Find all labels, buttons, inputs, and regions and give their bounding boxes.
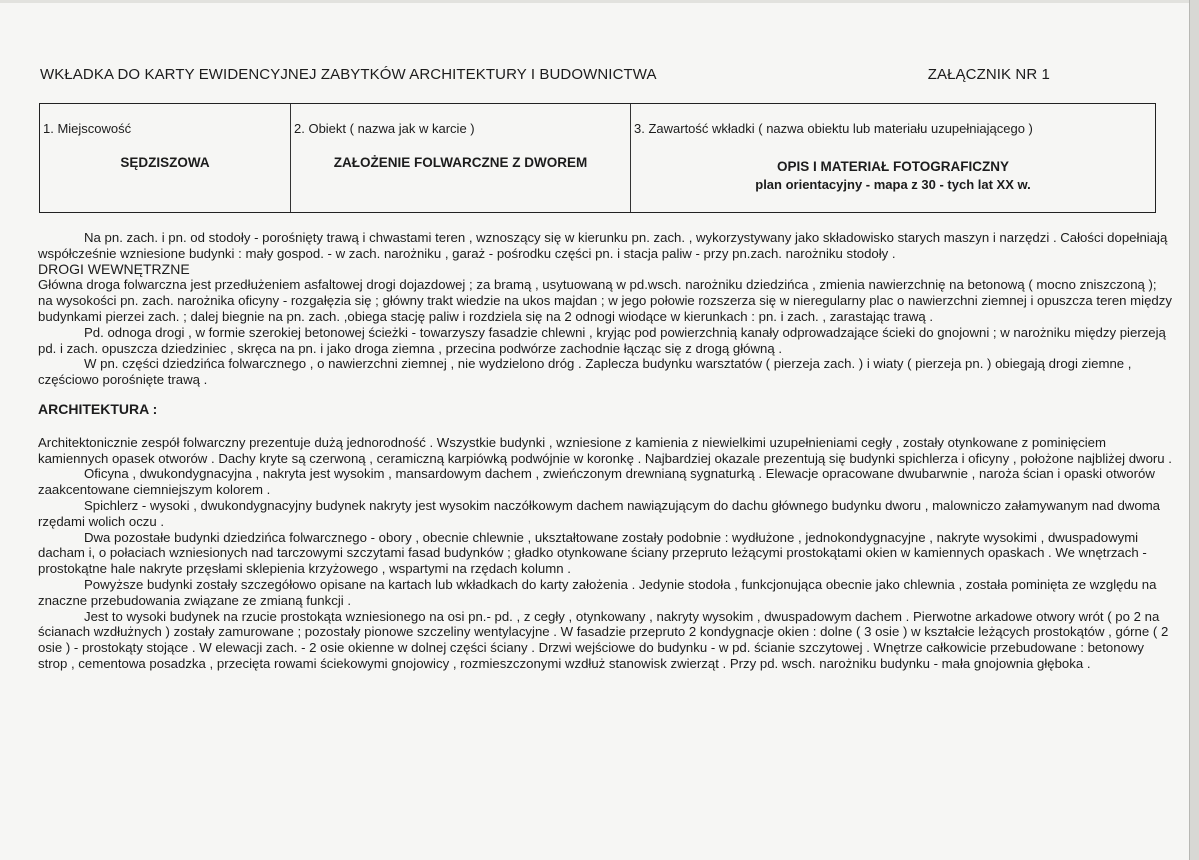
section-heading-roads: DROGI WEWNĘTRZNE — [38, 260, 190, 277]
scan-edge-right — [1189, 0, 1199, 860]
architecture-paragraph: Dwa pozostałe budynki dziedzińca folwarcznego - obory , obecnie chlewnie , ukształtowane zostały podobnie : wydłużone , jednokondygnacyjne , nakryte wysokimi , dwuspadowymi dacham i, o połaciach wzniesionych nad tarczowymi szczytami fasad budynków ; gładko otynkowane ściany przepruto leżącymi prostokątami okien w kamiennych opaskach . We wnętrzach - prostokątne hale nakryte przęsłami sklepienia krzyżowego , wspartymi na rzędach kolumn . — [38, 529, 1147, 577]
annex-number: ZAŁĄCZNIK NR 1 — [927, 66, 1050, 83]
architecture-paragraph: Powyższe budynki zostały szczegółowo opisane na kartach lub wkładkach do karty założenia . Jedynie stodoła , funkcjonująca obecnie jako chlewnia , została pominięta ze względu na znaczne przebudowania związane ze zmianą funkcji . — [38, 576, 1157, 608]
section-heading-architecture: ARCHITEKTURA : — [38, 400, 158, 417]
roads-paragraph: W pn. części dziedzińca folwarcznego , o nawierzchni ziemnej , nie wydzielono dróg . Zaplecza budynku warsztatów ( pierzeja zach. ) i wiaty ( pierzeja pn. ) obiegają drogi ziemne , częściowo porośnięte trawą . — [38, 356, 1132, 388]
locality-label: 1. Miejscowość — [43, 121, 132, 136]
document-body — [38, 230, 1173, 672]
roads-paragraph: Główna droga folwarczna jest przedłużeniem asfaltowej drogi dojazdowej ; za bramą , usytuowaną w pd.wsch. narożniku dziedzińca , zmienia nawierzchnię na betonową ( mocno zniszczoną ); na wysokości pn. zach. narożnika oficyny - rozgałęzia się ; główny trakt wiedzie na ukos majdan ; w jego połowie rozszerza się w nieregularny plac o nawierzchni ziemnej i opuszcza teren między budynkami pierzei zach. ; dalej biegnie na pn. zach. ,obiega stację paliw i rozdziela się na 2 odnogi wiodące w kierunkach : pn. i zach. , zarastając trawą . — [38, 277, 1172, 324]
intro-paragraph: Na pn. zach. i pn. od stodoły - porośnięty trawą i chwastami teren , wznoszący się w kierunku pn. zach. , wykorzystywany jako składowisko starych maszyn i narzędzi . Całości dopełniają współcześnie wzniesione budynki : mały gospod. - w zach. narożniku , garaż - pośrodku części pn. i stacja paliw - przy pn.zach. narożniku stodoły . — [38, 230, 1168, 261]
locality-cell — [40, 104, 291, 212]
contents-subvalue: plan orientacyjny - mapa z 30 - tych lat XX w. — [755, 177, 1031, 192]
contents-value: OPIS I MATERIAŁ FOTOGRAFICZNY — [777, 159, 1009, 174]
locality-value: SĘDZISZOWA — [120, 155, 210, 170]
contents-cell — [631, 104, 1155, 212]
object-value: ZAŁOŻENIE FOLWARCZNE Z DWOREM — [333, 155, 588, 170]
object-label: 2. Obiekt ( nazwa jak w karcie ) — [294, 121, 475, 136]
info-table — [39, 103, 1156, 213]
scan-edge-top — [0, 0, 1199, 3]
architecture-paragraph: Oficyna , dwukondygnacyjna , nakryta jest wysokim , mansardowym dachem , zwieńczonym drewnianą sygnaturką . Elewacje opracowane dwubarwnie , naroża ścian i opaski otworów zaakcentowane ciemniejszym kolorem . — [38, 466, 1155, 498]
document-title: WKŁADKA DO KARTY EWIDENCYJNEJ ZABYTKÓW ARCHITEKTURY I BUDOWNICTWA — [40, 66, 657, 83]
object-cell — [291, 104, 631, 212]
contents-label: 3. Zawartość wkładki ( nazwa obiektu lub materiału uzupełniającego ) — [634, 121, 1033, 136]
architecture-paragraph: Architektonicznie zespół folwarczny prezentuje dużą jednorodność . Wszystkie budynki , wzniesione z kamienia z niewielkimi uzupełnieniami cegły , zostały otynkowane z pominięciem kamiennych opasek otworów . Dachy kryte są czerwoną , ceramiczną karpiówką podwójnie w koronkę . Najbardziej okazale prezentują się budynki spichlerza i oficyny , położone najbliżej dworu . — [38, 434, 1172, 466]
architecture-paragraph: Jest to wysoki budynek na rzucie prostokąta wzniesionego na osi pn.- pd. , z cegły , otynkowany , nakryty wysokim , dwuspadowym dachem . Pierwotne arkadowe otwory wrót ( po 2 na ścianach wzdłużnych ) zostały zamurowane ; pozostały pionowe szczeliny wentylacyjne . W fasadzie przepruto 2 kondygnacje okien : dolne ( 3 osie ) w kształcie leżących prostokątów , górne ( 2 osie ) - prostokąty stojące . W elewacji zach. - 2 osie okienne w dolnej części ściany . Drzwi wejściowe do budynku - w pd. ścianie szczytowej . Wnętrze całkowicie przebudowane : betonowy strop , cementowa posadzka , przecięta rowami ściekowymi gnojowicy , rozmieszczonymi wzdłuż stanowisk zwierząt . Przy pd. wsch. narożniku budynku - mała gnojownia głęboka . — [38, 608, 1169, 671]
architecture-paragraph: Spichlerz - wysoki , dwukondygnacyjny budynek nakryty jest wysokim naczółkowym dachem nawiązującym do dachu głównego budynku dworu , malowniczo załamywanym nad dwoma rzędami wolich oczu . — [38, 497, 1161, 529]
roads-paragraph: Pd. odnoga drogi , w formie szerokiej betonowej ścieżki - towarzyszy fasadzie chlewni , kryjąc pod powierzchnią kanały odprowadzające ścieki do gnojowni ; w narożniku między pierzeją pd. i zach. opuszcza dziedziniec , skręca na pn. i jako droga ziemna , przecina podwórze zachodnie łącząc się z drogą główną . — [38, 324, 1166, 356]
